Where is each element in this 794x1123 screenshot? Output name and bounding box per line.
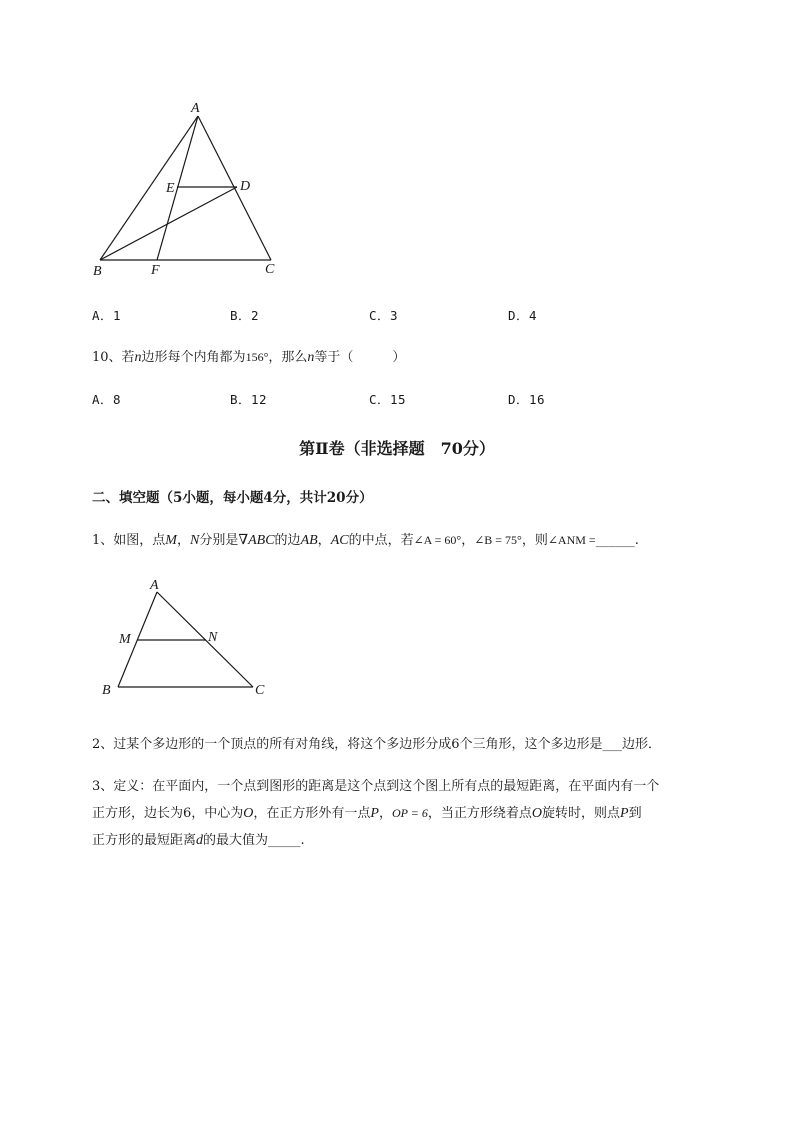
- question-10: [92, 346, 405, 366]
- label-f: F: [151, 263, 160, 278]
- q3-text-3a: 正方形的最短距离: [92, 833, 197, 848]
- segment-bd: [100, 187, 237, 260]
- segment-ab: [100, 116, 198, 260]
- q3-d: d: [196, 833, 204, 848]
- q10-prefix: 10、若: [92, 350, 135, 365]
- q1-angle-a: ∠A = 60°: [413, 533, 462, 547]
- q9-option-a: A．1: [92, 308, 122, 323]
- q3-text-2d: ，当正方形绕着点: [427, 806, 532, 821]
- part-title: 第Ⅱ卷（非选择题 70分）: [299, 439, 495, 458]
- label-c-2: C: [255, 683, 265, 698]
- q1-answer-blank: ______.: [595, 533, 639, 548]
- label-a-2: A: [150, 578, 159, 593]
- q10-angle: 156°: [245, 350, 269, 364]
- fill-question-3-line-3: [92, 829, 305, 849]
- q10-option-a: A．8: [92, 392, 122, 407]
- q10-var-n: n: [134, 350, 142, 365]
- q1-sep-2: ，: [317, 533, 331, 548]
- q3-text-2f: 到: [628, 806, 642, 821]
- q3-answer-blank: _____.: [268, 833, 305, 848]
- q9-option-b: B．2: [230, 308, 260, 323]
- q1-text-1: 1、如图，点: [92, 533, 166, 548]
- label-b-2: B: [102, 683, 111, 698]
- q9-option-c: C．3: [369, 308, 399, 323]
- q3-p: P: [370, 806, 379, 821]
- q9-option-d: D．4: [508, 308, 538, 323]
- q1-angle-b: ∠B = 75°: [474, 533, 522, 547]
- q1-n: N: [189, 533, 200, 548]
- q1-angle-anm: ∠ANM =: [547, 533, 596, 547]
- fill-question-3-line-2: [92, 802, 642, 822]
- label-a: A: [191, 101, 200, 116]
- label-e: E: [166, 181, 175, 196]
- figure-triangle-abc-def: [85, 95, 295, 285]
- label-b: B: [93, 264, 102, 279]
- q1-sep-3: ，: [461, 533, 475, 548]
- q10-option-c: C．15: [369, 392, 407, 407]
- fill-question-2: 2、过某个多边形的一个顶点的所有对角线，将这个多边形分成6个三角形，这个多边形是___边形．: [92, 737, 662, 752]
- q10-option-b: B．12: [230, 392, 268, 407]
- q1-ab: AB: [300, 533, 318, 548]
- q1-text-4: 的中点，若: [348, 533, 414, 548]
- q3-op: OP = 6: [392, 806, 428, 820]
- q10-suffix: 等于（ ）: [314, 350, 406, 365]
- q10-mid2: ，那么: [268, 350, 308, 365]
- q3-p-2: P: [620, 806, 629, 821]
- label-d: D: [240, 179, 251, 194]
- q1-text-2: 分别是: [199, 533, 239, 548]
- fill-question-3-line-1: 3、定义：在平面内，一个点到图形的距离是这个点到这个图上所有点的最短距离，在平面内有一个: [92, 779, 660, 794]
- q1-sep-1: ，: [176, 533, 190, 548]
- fill-question-1: [92, 529, 639, 549]
- figure-triangle-mn: [95, 570, 280, 700]
- q3-text-2c: ，: [378, 806, 392, 821]
- q1-m: M: [165, 533, 177, 548]
- q1-text-5: ，则: [521, 533, 548, 548]
- q3-text-2a: 正方形，边长为6，中心为: [92, 806, 244, 821]
- q1-text-3: 的边: [274, 533, 301, 548]
- section-title: 二、填空题（5小题，每小题4分，共计20分）: [92, 490, 373, 506]
- label-c: C: [265, 262, 275, 277]
- label-m: M: [119, 632, 131, 647]
- q3-text-2b: ，在正方形外有一点: [253, 806, 371, 821]
- q1-triangle: ∇ABC: [238, 533, 275, 548]
- q3-text-2e: 旋转时，则点: [542, 806, 621, 821]
- q3-text-3b: 的最大值为: [203, 833, 269, 848]
- q3-o: O: [243, 806, 254, 821]
- label-n: N: [208, 630, 218, 645]
- segment-af: [157, 116, 198, 260]
- q3-o-2: O: [531, 806, 543, 821]
- q10-option-d: D．16: [508, 392, 546, 407]
- q1-ac: AC: [330, 533, 349, 548]
- q10-mid: 边形每个内角都为: [141, 350, 246, 365]
- q10-var-n2: n: [307, 350, 315, 365]
